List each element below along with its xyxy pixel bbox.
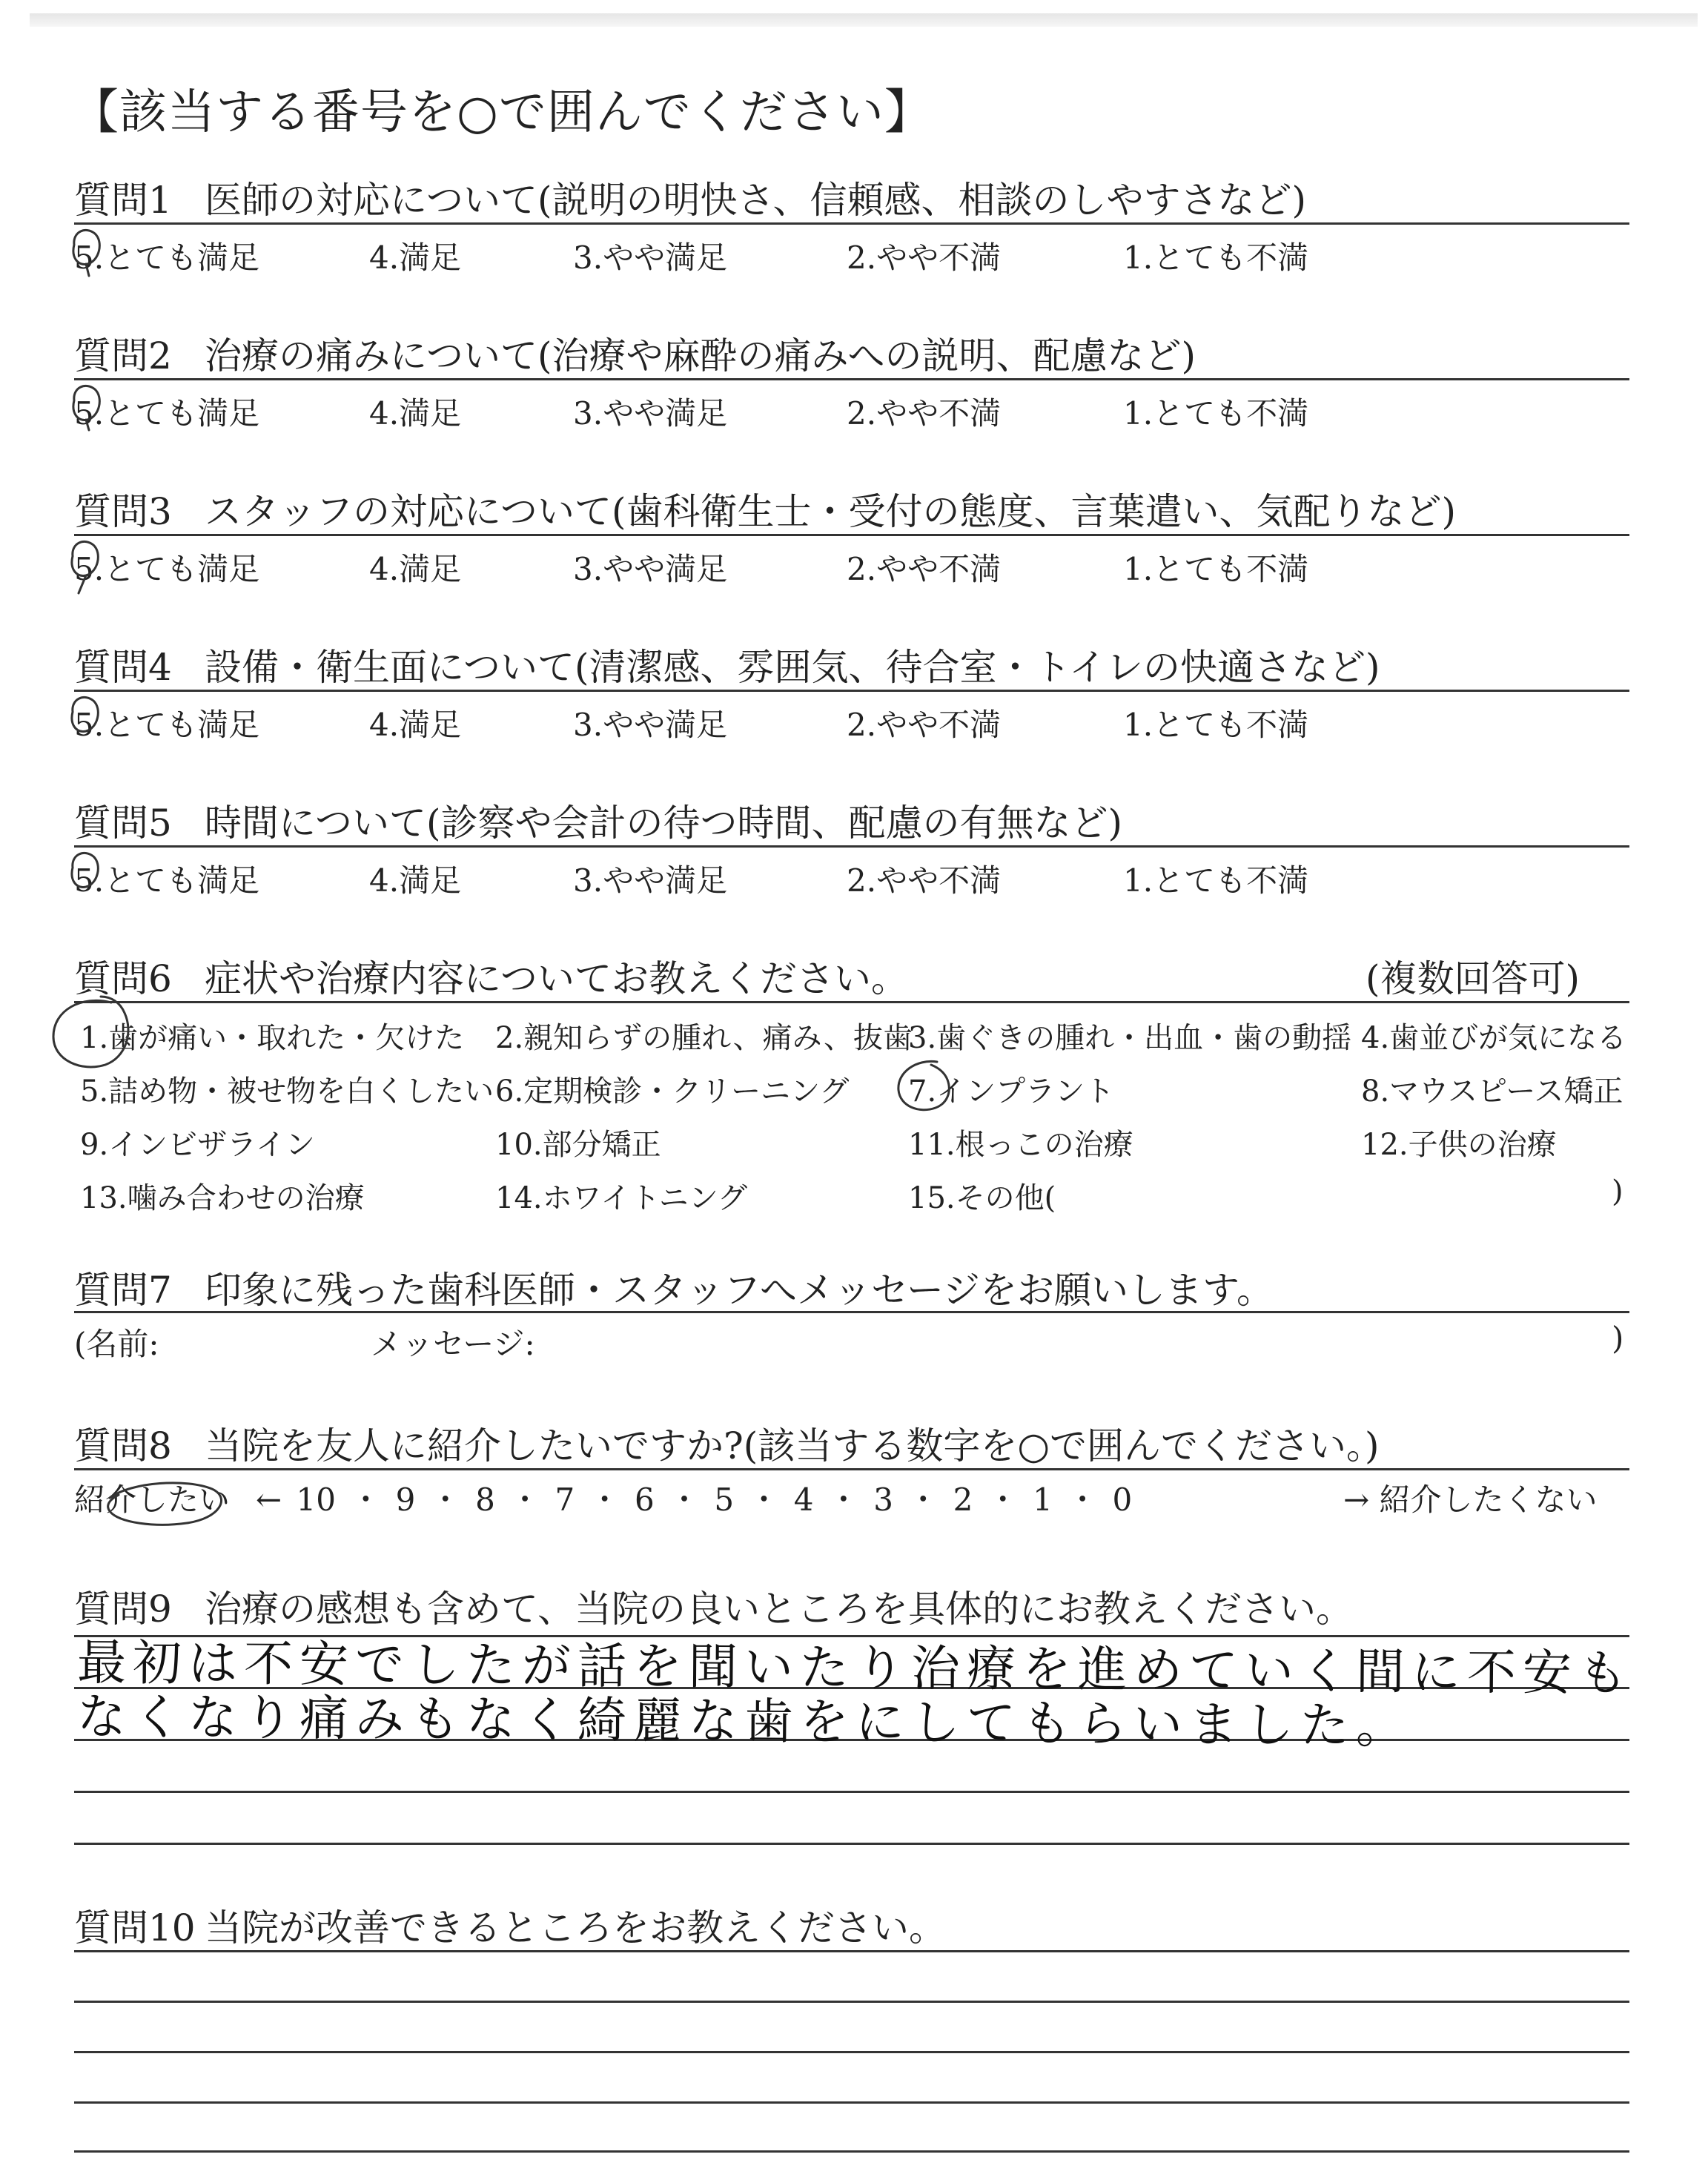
q4-selected-circle — [72, 697, 98, 731]
q5-label: 質問5 — [74, 802, 172, 845]
q3-option-5[interactable]: 5.とても満足 — [74, 551, 260, 587]
q2-option-2[interactable]: 2.やや不満 — [847, 395, 1002, 432]
q10-text: 当院が改善できるところをお教えください。 — [205, 1906, 946, 1949]
q6-option-5[interactable]: 5.詰め物・被せ物を白くしたい — [80, 1074, 494, 1109]
q6-label: 質問6 — [74, 957, 172, 1000]
q6-option-8[interactable]: 8.マウスピース矯正 — [1361, 1074, 1623, 1109]
q4-option-2[interactable]: 2.やや不満 — [847, 707, 1002, 743]
q6-option-14[interactable]: 14.ホワイトニング — [495, 1181, 748, 1215]
q7-text: 印象に残った歯科医師・スタッフへメッセージをお願いします。 — [205, 1269, 1274, 1312]
q4-option-3[interactable]: 3.やや満足 — [573, 707, 728, 743]
q3-option-2[interactable]: 2.やや不満 — [847, 551, 1002, 587]
q10-label: 質問10 — [74, 1906, 196, 1949]
q5-text: 時間について(診察や会計の待つ時間、配慮の有無など) — [205, 802, 1123, 845]
q3-option-3[interactable]: 3.やや満足 — [573, 551, 728, 587]
q9-answer-line-1: 最初は不安でしたが話を聞いたり治療を進めていく間に不安も — [76, 1634, 1635, 1702]
q3-selected-circle — [72, 541, 98, 593]
q7-label: 質問7 — [74, 1269, 172, 1312]
q2-option-5[interactable]: 5.とても満足 — [74, 395, 260, 432]
q3-label: 質問3 — [74, 490, 172, 533]
q6-option-1-circle — [53, 997, 128, 1067]
q1-option-4[interactable]: 4.満足 — [369, 240, 462, 276]
q4-option-1[interactable]: 1.とても不満 — [1123, 707, 1309, 743]
q8-scale[interactable]: ← 10 ・ 9 ・ 8 ・ 7 ・ 6 ・ 5 ・ 4 ・ 3 ・ 2 ・ 1 ・ 0 — [256, 1482, 1133, 1518]
q6-option-6[interactable]: 6.定期検診・クリーニング — [495, 1074, 850, 1109]
q9-answer-line-2: なくなり痛みもなく綺麗な歯をにしてもらいました。 — [76, 1688, 1412, 1755]
q5-option-5[interactable]: 5.とても満足 — [74, 862, 260, 899]
q6-option-7-circle — [898, 1061, 949, 1109]
q5-selected-circle — [72, 853, 98, 887]
q7-name-label: (名前: — [74, 1326, 159, 1362]
q6-option-9[interactable]: 9.インビザライン — [80, 1128, 315, 1162]
q1-label: 質問1 — [74, 179, 172, 222]
q6-text: 症状や治療内容についてお教えください。 — [205, 957, 908, 1000]
q6-option-2[interactable]: 2.親知らずの腫れ、痛み、抜歯 — [495, 1021, 913, 1055]
q9-label: 質問9 — [74, 1588, 172, 1631]
q1-text: 医師の対応について(説明の明快さ、信頼感、相談のしやすさなど) — [205, 179, 1307, 222]
q4-option-5[interactable]: 5.とても満足 — [74, 707, 260, 743]
q6-option-3[interactable]: 3.歯ぐきの腫れ・出血・歯の動揺 — [908, 1021, 1352, 1055]
q2-text: 治療の痛みについて(治療や麻酔の痛みへの説明、配慮など) — [205, 334, 1196, 377]
q2-option-1[interactable]: 1.とても不満 — [1123, 395, 1309, 432]
q7-message-label: メッセージ: — [371, 1326, 535, 1362]
q3-option-1[interactable]: 1.とても不満 — [1123, 551, 1309, 587]
q6-option-13[interactable]: 13.噛み合わせの治療 — [80, 1181, 365, 1215]
q1-option-2[interactable]: 2.やや不満 — [847, 240, 1002, 276]
q1-option-3[interactable]: 3.やや満足 — [573, 240, 728, 276]
q6-option-12[interactable]: 12.子供の治療 — [1361, 1128, 1557, 1162]
page-title: 【該当する番号を○で囲んでください】 — [71, 85, 933, 140]
q2-selected-circle — [73, 386, 99, 430]
q6-option-4[interactable]: 4.歯並びが気になる — [1361, 1021, 1627, 1055]
q4-label: 質問4 — [74, 646, 172, 689]
q8-right-label[interactable]: → 紹介したくない — [1343, 1482, 1598, 1518]
q3-text: スタッフの対応について(歯科衛生士・受付の態度、言葉遣い、気配りなど) — [205, 490, 1457, 533]
q5-option-1[interactable]: 1.とても不満 — [1123, 862, 1309, 899]
q4-option-4[interactable]: 4.満足 — [369, 707, 462, 743]
q6-option-7[interactable]: 7.インプラント — [908, 1074, 1115, 1109]
q1-option-5[interactable]: 5.とても満足 — [74, 240, 260, 276]
q8-selected-circle — [108, 1483, 222, 1525]
q6-other-close: ) — [1612, 1175, 1623, 1209]
q6-option-15[interactable]: 15.その他( — [908, 1181, 1056, 1215]
q9-text: 治療の感想も含めて、当院の良いところを具体的にお教えください。 — [205, 1588, 1353, 1631]
q8-left-label[interactable]: 紹介したい — [74, 1482, 231, 1518]
q5-option-3[interactable]: 3.やや満足 — [573, 862, 728, 899]
q2-option-3[interactable]: 3.やや満足 — [573, 395, 728, 432]
q6-option-10[interactable]: 10.部分矯正 — [495, 1128, 661, 1162]
q6-option-11[interactable]: 11.根っこの治療 — [908, 1128, 1133, 1162]
q8-label: 質問8 — [74, 1424, 172, 1467]
q5-option-4[interactable]: 4.満足 — [369, 862, 462, 899]
q6-option-1[interactable]: 1.歯が痛い・取れた・欠けた — [80, 1021, 465, 1055]
q6-note: (複数回答可) — [1366, 957, 1580, 1000]
q2-label: 質問2 — [74, 334, 172, 377]
q8-text: 当院を友人に紹介したいですか?(該当する数字を○で囲んでください。) — [205, 1424, 1380, 1467]
q3-option-4[interactable]: 4.満足 — [369, 551, 462, 587]
q1-selected-circle — [73, 230, 99, 276]
q1-option-1[interactable]: 1.とても不満 — [1123, 240, 1309, 276]
q7-close: ) — [1612, 1320, 1624, 1356]
q4-text: 設備・衛生面について(清潔感、雰囲気、待合室・トイレの快適さなど) — [205, 646, 1380, 689]
q5-option-2[interactable]: 2.やや不満 — [847, 862, 1002, 899]
q2-option-4[interactable]: 4.満足 — [369, 395, 462, 432]
